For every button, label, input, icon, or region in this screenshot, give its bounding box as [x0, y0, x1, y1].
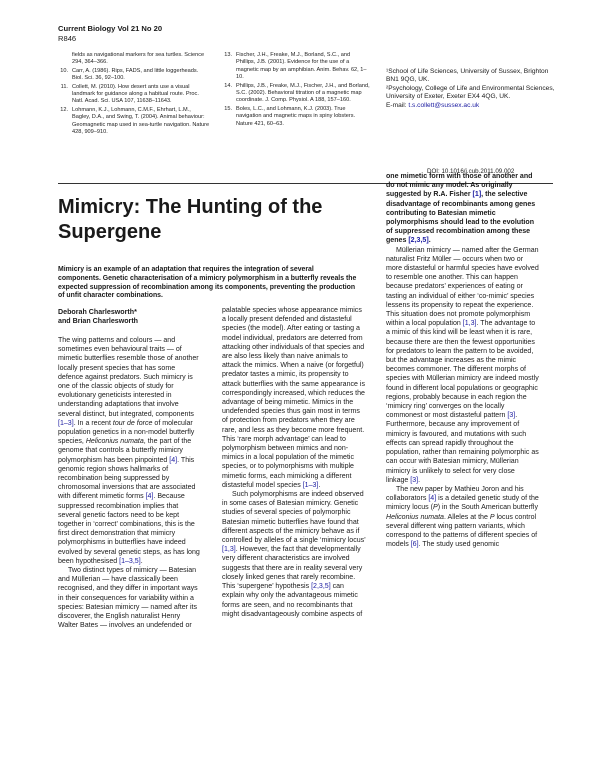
author-name: and Brian Charlesworth: [58, 317, 139, 325]
reference-item: 10. Carr, A. (1986). Rips, FADS, and little loggerheads. Biol. Sci. 36, 92–100.: [60, 67, 199, 82]
citation-link[interactable]: [1–3,5]: [119, 557, 141, 565]
citation-link[interactable]: [1]: [472, 191, 482, 199]
reference-item: 12. Lohmann, K.J., Lohmann, C.M.F., Ehrhart, L.M., Bagley, D.A., and Swing, T. (2004). Animal behaviour: Geomagnetic map used in sea-turtle navigation. Nature 428, 909–910.: [60, 106, 210, 136]
email-line: [386, 102, 556, 110]
body-column-2: [222, 306, 366, 619]
citation-link[interactable]: [3]: [410, 476, 419, 484]
citation-link[interactable]: [1,3]: [462, 320, 477, 328]
paragraph: The new paper by Mathieu Joron and his collaborators [4] is a detailed genetic study of the mimicry locus (P) in the South American butterfly Heliconius numata. Alleles at the P locus control several different wing pattern variants, which correspond to the patterns of different species of models [6]. The study used genomic: [386, 485, 539, 549]
author-affiliation: [386, 68, 556, 110]
paragraph: Such polymorphisms are indeed observed in some cases of Batesian mimicry. Genetic studies of several species of polymorphic Batesian mimetic butterflies have found that different aspects of the mimicry behave as if controlled by alleles of a single ‘mimicry locus’ [1,3]. However, the fact that developmentally very different characteristics are involved suggests that there are in reality several very closely linked genes that rarely recombine. This ‘supergene’ hypothesis [2,3,5] can explain why only the advantageous mimetic forms are seen, and no recombinants that might disadvantageously combine aspects of: [222, 491, 366, 618]
body-column-3: [386, 172, 539, 549]
email-link[interactable]: t.s.collett@sussex.ac.uk: [408, 101, 480, 109]
article-abstract: Mimicry is an example of an adaptation that requires the integration of several components. Genetic characterisation of a mimicry polymorphism in a butterfly reveals the expected suppression of recombination among its components, preventing the production of unfit character combinations.: [58, 266, 357, 300]
citation-link[interactable]: [2,3,5]: [311, 583, 331, 591]
email-label: E-mail:: [386, 101, 407, 109]
running-header: [58, 24, 162, 44]
journal-name: Current Biology Vol 21 No 20: [58, 24, 163, 33]
reference-item: fields as navigational markers for sea turtles. Science 294, 364–366.: [72, 52, 205, 66]
body-column-1: [58, 336, 202, 631]
reference-item: 14. Phillips, J.B., Freake, M.J., Fischer, J.H., and Borland, S.C. (2002). Behavioral titration of a magnetic map coordinate. J. Comp. Physiol. A 188, 157–160.: [224, 82, 370, 104]
paragraph: Müllerian mimicry — named after the German naturalist Fritz Müller — occurs when two or more distasteful or harmful species have evolved to resemble one another. This can happen because predators’ experiences of eating or tasting an individual of either ‘co-mimic’ species lessens its propensity to repeat the experience. This situation does not promote polymorphism within a local population [1,3]. The advantage to a mimic of this kind will be least when it is rare, because there are then the fewest opportunities for predators to learn the pattern to be avoided, but the advantage increases as the mimic becomes commoner. The different morphs of species with Müllerian mimicry are indeed mostly found in different local populations or geographic regions, probably because in each region the ‘mimicry ring’ converges on the locally commonest or most distasteful pattern [3]. Furthermore, because any improvement of mimicry is favoured, and mutations with such effects can spread rapidly throughout the population, rather than remaining polymorphic as can occur with Batesian mimicry, Müllerian mimicry is unlikely to select for very close linkage [3].: [386, 246, 539, 484]
affiliation-sussex: ¹School of Life Sciences, University of Sussex, Brighton BN1 9QG, UK.: [386, 68, 549, 84]
citation-link[interactable]: [1,3]: [222, 546, 236, 554]
reference-list-col2: [222, 52, 370, 129]
citation-link[interactable]: [4]: [428, 495, 437, 503]
article-title: Mimicry: The Hunting of the Supergene: [58, 196, 323, 243]
doi: DOI: 10.1016/j.cub.2011.09.002: [427, 168, 515, 175]
author-name: Deborah Charlesworth*: [58, 308, 137, 316]
reference-item: 13. Fischer, J.H., Freake, M.J., Borland, S.C., and Phillips, J.B. (2001). Evidence for the use of a magnetic map by an amphibian. Anim. Behav. 62, 1–10.: [224, 52, 367, 81]
paragraph: palatable species whose appearance mimics a locally present defended and distasteful species (the model). After eating or tasting a model individual, predators are deterred from attacking other individuals of that species and are also less likely than naive animals to attack the mimics. When a naive (or forgetful) predator tastes a mimic, its propensity to attack butterflies with the same appearance is correspondingly increased, which reduces the advantage of being mimetic. Mimics in the undefended species thus gain most in terms of protection from predators when they are rare, and less as they become more frequent. This ‘rare morph advantage’ can lead to polymorphism between mimics and non-mimics in a local population of the mimetic species, or to polymorphisms with multiple mimetic forms, each mimicking a different distasteful model species [1–3].: [222, 307, 365, 489]
reference-item: 15. Boles, L.C., and Lohmann, K.J. (2003). True navigation and magnetic maps in spiny lobsters. Nature 421, 60–63.: [224, 105, 356, 127]
reference-list-col1: [58, 52, 210, 137]
citation-link[interactable]: [1–3]: [58, 419, 74, 427]
citation-link[interactable]: [4]: [145, 493, 154, 501]
page-number: R846: [58, 34, 77, 43]
citation-link[interactable]: [2,3,5]: [408, 237, 429, 245]
author-list: [58, 308, 208, 326]
affiliation-exeter: ²Psychology, College of Life and Environmental Sciences, University of Exeter, Exeter EX4 4QG, UK.: [386, 84, 555, 101]
paragraph: The wing patterns and colours — and sometimes even behavioural traits — of mimetic butterflies resemble those of another locally present species that has some defence against predators. Such mimicry is one of the classic objects of study for evolutionary geneticists interested in understanding adaptations that involve several distinct, but integrated, components [1–3]. In a recent tour de force of molecular population genetics in a non-model butterfly species, Heliconius numata, the part of the genome that controls a butterfly mimicry polymorphism has been pinpointed [4]. This genomic region shows hallmarks of recombination being suppressed by chromosomal inversions that are associated with different mimetic forms [4]. Because suppressed recombination implies that several genetic factors need to be kept together in ‘correct’ combinations, this is the first direct demonstration that mimicry polymorphisms in butterflies have indeed evolved by several genetic steps, as has long been hypothesised [1–3,5].: [58, 337, 200, 565]
paragraph: Two distinct types of mimicry — Batesian and Müllerian — have classically been recognised, and they differ in important ways in their consequences for variability within a species: Batesian mimicry — named after its discoverer, the English naturalist Henry Walter Bates — involves an undefended or: [58, 567, 198, 630]
citation-link[interactable]: [1–3]: [302, 481, 319, 489]
reference-item: 11. Collett, M. (2010). How desert ants use a visual landmark for guidance along a habitual route. Proc. Natl. Acad. Sci. USA 107, 11638–11643.: [60, 83, 199, 105]
citation-link[interactable]: [4]: [169, 456, 178, 464]
citation-link[interactable]: [3]: [507, 412, 516, 420]
paragraph: one mimetic form with those of another and do not mimic any model. As originally suggested by R.A. Fisher [1], the selective disadvantage of recombinants among genes contributing to Batesian mimetic polymorphisms should lead to the evolution of suppressed recombination among these genes [2,3,5].: [386, 173, 536, 245]
citation-link[interactable]: [6]: [410, 541, 419, 549]
